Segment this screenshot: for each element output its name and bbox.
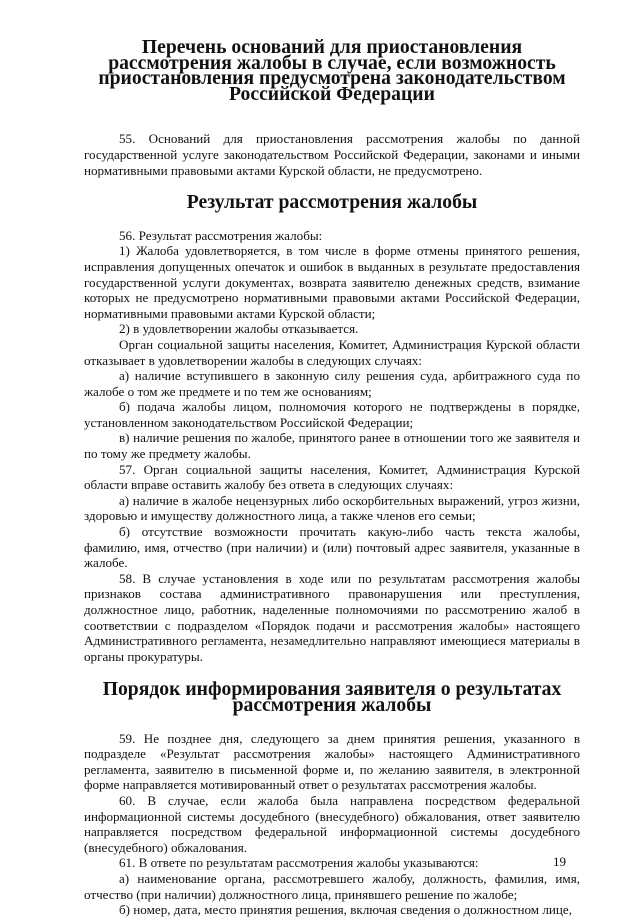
section-heading-result: Результат рассмотрения жалобы — [186, 191, 478, 214]
paragraph-56: 56. Результат рассмотрения жалобы: — [119, 227, 323, 243]
paragraph-57-b: б) отсутствие возможности прочитать какую-либо часть текста жалобы, фамилию, имя, отчество (при наличии) и (или) почтовый адрес заявителя, указанные в жалобе. — [84, 524, 580, 571]
paragraph-61-b: б) номер, дата, место принятия решения, включая сведения о должностном лице, — [119, 902, 572, 918]
paragraph-61: 61. В ответе по результатам рассмотрения жалобы указываются: — [119, 855, 479, 871]
paragraph-refusal-b: б) подача жалобы лицом, полномочия которого не подтверждены в порядке, установленном законодательством Российской Федерации; — [84, 399, 580, 430]
paragraph-refusal-a: а) наличие вступившего в законную силу решения суда, арбитражного суда по жалобе о том же предмете и по тем же основаниям; — [84, 368, 580, 399]
document-page — [84, 36, 580, 918]
paragraph-59: 59. Не позднее дня, следующего за днем принятия решения, указанного в подразделе «Результат рассмотрения жалобы» настоящего Административного регламента, заявителю в письменной форме и, по желанию заявителя, в электронной форме направляется мотивированный ответ о результатах рассмотрения жалобы. — [84, 730, 580, 793]
paragraph-58: 58. В случае установления в ходе или по результатам рассмотрения жалобы признаков состава административного правонарушения или преступления, должностное лицо, работник, наделенные полномочиями по рассмотрению жалоб в соответствии с подразделом «Порядок подачи и рассмотрения жалобы» настоящего Административного регламента, незамедлительно направляют имеющиеся материалы в органы прокуратуры. — [84, 570, 580, 664]
paragraph-57-a: а) наличие в жалобе нецензурных либо оскорбительных выражений, угроз жизни, здоровью и имуществу должностного лица, а также членов его семьи; — [84, 492, 580, 524]
paragraph-refusal-intro: Орган социальной защиты населения, Комитет, Администрация Курской области отказывает в удовлетворении жалобы в следующих случаях: — [84, 336, 580, 368]
section-heading-informing: Порядок информирования заявителя о результатах рассмотрения жалобы — [102, 678, 562, 716]
paragraph-60: 60. В случае, если жалоба была направлена посредством федеральной информационной системы досудебного (внесудебного) обжалования, ответ заявителю направляется посредством федеральной информационной системы досудебного (внесудебного) обжалования. — [84, 792, 580, 855]
paragraph-61-a: а) наименование органа, рассмотревшего жалобу, должность, фамилия, имя, отчество (при наличии) должностного лица, принявшего решение по жалобе; — [84, 870, 580, 902]
section-heading-suspension: Перечень оснований для приостановления рассмотрения жалобы в случае, если возможность приостановления предусмотрена законодательством Российской Федерации — [98, 36, 566, 105]
page-number: 19 — [553, 854, 567, 869]
paragraph-56-item-1: 1) Жалоба удовлетворяется, в том числе в форме отмены принятого решения, исправления допущенных опечаток и ошибок в выданных в результате предоставления государственной услуги документах, возврата заявителю денежных средств, взимание которых не предусмотрено нормативными правовыми актами Российской Федерации, нормативными правовыми актами Курской области; — [84, 243, 580, 321]
paragraph-refusal-c: в) наличие решения по жалобе, принятого ранее в отношении того же заявителя и по тому же предмету жалобы. — [84, 430, 580, 462]
paragraph-57: 57. Орган социальной защиты населения, Комитет, Администрация Курской области вправе оставить жалобу без ответа в следующих случаях: — [84, 461, 580, 493]
paragraph-55: 55. Оснований для приостановления рассмотрения жалобы по данной государственной услуге законодательством Российской Федерации, законами и иными нормативными правовыми актами Курской области, не предусмотрено. — [84, 131, 580, 178]
paragraph-56-item-2: 2) в удовлетворении жалобы отказывается. — [119, 321, 359, 337]
